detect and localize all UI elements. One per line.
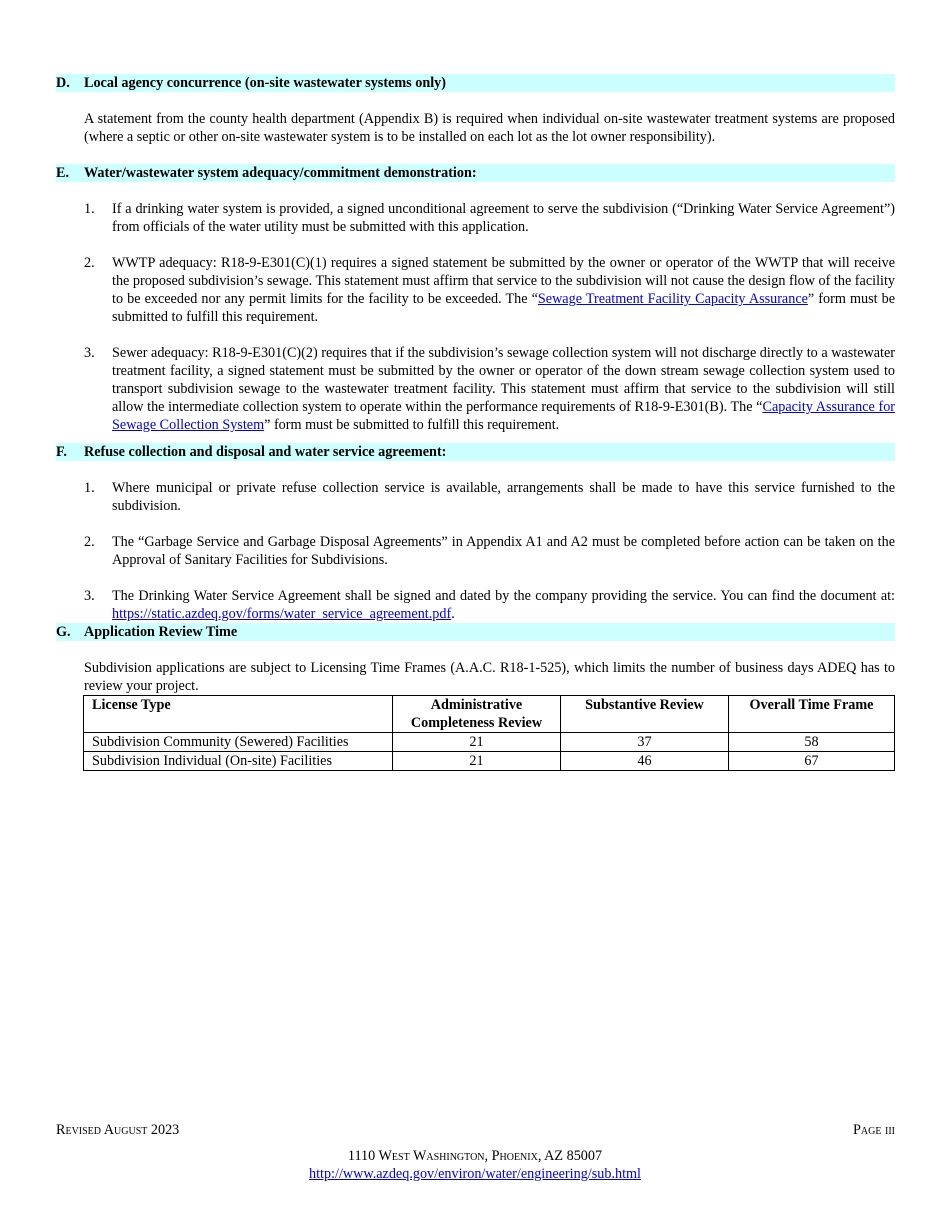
section-letter: G. — [56, 624, 71, 640]
table-cell: 67 — [729, 752, 895, 771]
item-number: 1. — [84, 201, 95, 217]
document-page — [56, 74, 895, 771]
item-text: The “Garbage Service and Garbage Disposal Agreements” in Appendix A1 and A2 must be completed before action can be taken on the Approval of Sanitary Facilities for Subdivisions. — [112, 534, 895, 568]
list-item — [84, 533, 895, 569]
item-text-before: The Drinking Water Service Agreement shall be signed and dated by the company providing the service. You can find the document at: — [112, 588, 895, 604]
section-title: Refuse collection and disposal and water service agreement: — [84, 444, 447, 460]
item-text-before: WWTP adequacy: R18-9-E301(C)(1) requires a signed statement be submitted by the owner or operator of the WWTP that will receive the proposed subdivision’s sewage. This statement must affirm that service to the subdivision will not cause the design flow of the facility to be exceeded nor any permit limits for the facility to be exceeded. The “ — [112, 255, 895, 307]
section-title: Local agency concurrence (on-site wastewater systems only) — [84, 75, 446, 91]
footer-url-link[interactable]: http://www.azdeq.gov/environ/water/engineering/sub.html — [308, 1166, 641, 1182]
list-item — [84, 587, 895, 623]
table-cell: 58 — [729, 733, 895, 752]
item-number: 2. — [84, 255, 95, 271]
list-item — [84, 254, 895, 326]
section-g-body: Subdivision applications are subject to Licensing Time Frames (A.A.C. R18-1-525), which limits the number of business days ADEQ has to review your project. — [84, 660, 895, 694]
table-cell: Subdivision Community (Sewered) Facilities — [84, 733, 393, 752]
table-cell: 46 — [561, 752, 729, 771]
item-text-after: ” form must be submitted to fulfill this requirement. — [264, 417, 560, 433]
table-cell: 21 — [393, 733, 561, 752]
section-title: Water/wastewater system adequacy/commitment demonstration: — [84, 165, 477, 181]
section-f-heading — [56, 443, 895, 461]
revised-date: Revised August 2023 — [56, 1122, 180, 1138]
section-d-heading — [56, 74, 895, 92]
table-cell: 37 — [561, 733, 729, 752]
list-item — [84, 344, 895, 434]
table-cell: 21 — [393, 752, 561, 771]
item-number: 3. — [84, 588, 95, 604]
sewage-collection-capacity-link[interactable]: Capacity Assurance for Sewage Collection System — [112, 399, 896, 433]
section-d-body: A statement from the county health department (Appendix B) is required when individual on-site wastewater treatment systems are proposed (where a septic or other on-site wastewater system is to be installed on each lot as the lot owner responsibility). — [84, 111, 895, 145]
item-number: 3. — [84, 345, 95, 361]
footer-address-block — [0, 1147, 950, 1183]
item-number: 1. — [84, 480, 95, 496]
item-text — [112, 254, 895, 326]
column-header: Substantive Review — [561, 696, 729, 733]
list-item — [84, 200, 895, 236]
item-text — [112, 344, 895, 434]
section-letter: E. — [56, 165, 70, 181]
item-text: If a drinking water system is provided, a signed unconditional agreement to serve the subdivision (“Drinking Water Service Agreement”) from officials of the water utility must be submitted with this application. — [112, 201, 895, 235]
section-title: Application Review Time — [84, 624, 238, 640]
item-text-after: ” form must be submitted to fulfill this requirement. — [112, 291, 896, 325]
review-time-table — [83, 695, 895, 771]
item-text-after: . — [451, 606, 455, 622]
sewage-treatment-capacity-link[interactable]: Sewage Treatment Facility Capacity Assurance — [537, 291, 808, 307]
table-row — [84, 733, 895, 752]
column-header: Administrative Completeness Review — [393, 696, 561, 733]
item-number: 2. — [84, 534, 95, 550]
section-g-heading — [56, 623, 895, 641]
page-number: Page iii — [853, 1122, 895, 1138]
item-text-before: Sewer adequacy: R18-9-E301(C)(2) requires that if the subdivision’s sewage collection system will not discharge directly to a wastewater treatment facility, a signed statement must be submitted by the owner or operator of the down stream sewage collection system used to transport subdivision sewage to the wastewater treatment facility. This statement must affirm that service to the subdivision will still allow the intermediate collection system to operate within the performance requirements of R18-9-E301(B). The “ — [112, 345, 895, 415]
item-text: Where municipal or private refuse collection service is available, arrangements shall be made to have this service furnished to the subdivision. — [112, 480, 895, 514]
table-header-row — [84, 696, 895, 733]
footer-address: 1110 West Washington, Phoenix, AZ 85007 — [347, 1148, 603, 1164]
list-item — [84, 479, 895, 515]
table-row — [84, 752, 895, 771]
column-header: License Type — [84, 696, 393, 733]
section-letter: D. — [56, 75, 70, 91]
section-letter: F. — [56, 444, 67, 460]
section-e-heading — [56, 164, 895, 182]
item-text — [112, 587, 895, 623]
column-header: Overall Time Frame — [729, 696, 895, 733]
page-footer — [56, 1121, 895, 1139]
water-service-agreement-link[interactable]: https://static.azdeq.gov/forms/water_service_agreement.pdf — [112, 606, 452, 622]
table-cell: Subdivision Individual (On-site) Facilities — [84, 752, 393, 771]
